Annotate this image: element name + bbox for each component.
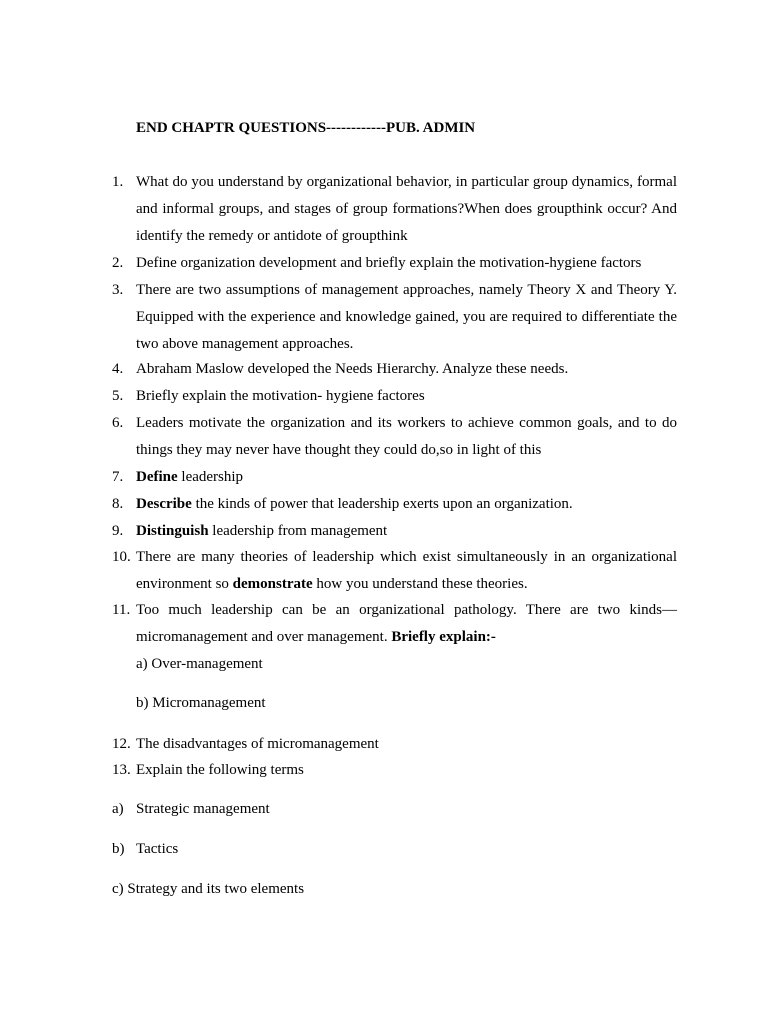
question-text <box>136 544 677 598</box>
question-text: Explain the following terms <box>136 762 304 778</box>
term-label: b) <box>112 841 125 857</box>
question-number: 9. <box>112 523 124 539</box>
question-item <box>112 757 677 784</box>
question-text <box>136 597 677 651</box>
question-rest: the kinds of power that leadership exerts upon an organization. <box>191 496 573 512</box>
question-number: 7. <box>112 469 124 485</box>
question-rest: leadership <box>177 469 244 485</box>
question-item <box>112 464 677 491</box>
question-number: 4. <box>112 361 124 377</box>
question-rest: leadership from management <box>208 523 388 539</box>
question-item <box>112 491 677 518</box>
question-number: 13. <box>112 762 131 778</box>
question-keyword: Distinguish <box>136 523 209 539</box>
question-number: 8. <box>112 496 124 512</box>
question-rest: how you understand these theories. <box>312 576 528 592</box>
term-text: Strategic management <box>136 801 270 817</box>
term-item <box>112 796 270 823</box>
question-number: 11. <box>112 602 131 618</box>
question-lead: Too much leadership can be an organizational pathology. There are two kinds—micromanagement and over management. <box>136 602 677 645</box>
sub-item: b) Micromanagement <box>136 695 266 711</box>
question-text: There are two assumptions of management approaches, namely Theory X and Theory Y. Equipped with the experience and knowledge gained, you are required to differentiate the two above management approaches. <box>136 282 677 352</box>
question-number: 10. <box>112 549 131 565</box>
question-keyword: demonstrate <box>232 576 313 592</box>
term-text: Tactics <box>136 841 179 857</box>
question-number: 5. <box>112 388 124 404</box>
question-number: 2. <box>112 255 124 271</box>
question-text: Briefly explain the motivation- hygiene factores <box>136 388 425 404</box>
question-text: Abraham Maslow developed the Needs Hierarchy. Analyze these needs. <box>136 361 569 377</box>
question-number: 3. <box>112 282 124 298</box>
question-text <box>136 518 677 545</box>
term-item <box>112 836 178 863</box>
question-item <box>112 544 677 598</box>
question-number: 1. <box>112 174 124 190</box>
question-text: Define organization development and briefly explain the motivation-hygiene factors <box>136 255 642 271</box>
question-text: Leaders motivate the organization and its workers to achieve common goals, and to do things they may never have thought they could do,so in light of this <box>136 415 677 458</box>
question-text: What do you understand by organizational behavior, in particular group dynamics, formal and informal groups, and stages of group formations?When does groupthink occur? And identify the remedy or antidote of groupthink <box>136 174 677 244</box>
question-keyword: Define <box>136 469 178 485</box>
question-text: The disadvantages of micromanagement <box>136 736 379 752</box>
question-item <box>112 277 677 358</box>
question-item <box>112 250 677 277</box>
question-number: 12. <box>112 736 131 752</box>
question-lead: There are many theories of leadership which exist simultaneously in an organizational environment so <box>136 549 677 592</box>
question-item <box>112 410 677 464</box>
question-item <box>112 356 677 383</box>
question-item <box>112 597 677 651</box>
question-item <box>112 169 677 250</box>
question-keyword: Briefly explain:- <box>391 629 496 645</box>
term-item: c) Strategy and its two elements <box>112 881 305 897</box>
sub-item: a) Over-management <box>136 656 263 672</box>
question-keyword: Describe <box>136 496 192 512</box>
question-text <box>136 491 677 518</box>
page-title: END CHAPTR QUESTIONS------------PUB. ADMIN <box>136 120 476 136</box>
question-item <box>112 731 677 758</box>
term-label: a) <box>112 801 124 817</box>
question-item <box>112 383 677 410</box>
question-text <box>136 464 677 491</box>
question-number: 6. <box>112 415 124 431</box>
question-item <box>112 518 677 545</box>
